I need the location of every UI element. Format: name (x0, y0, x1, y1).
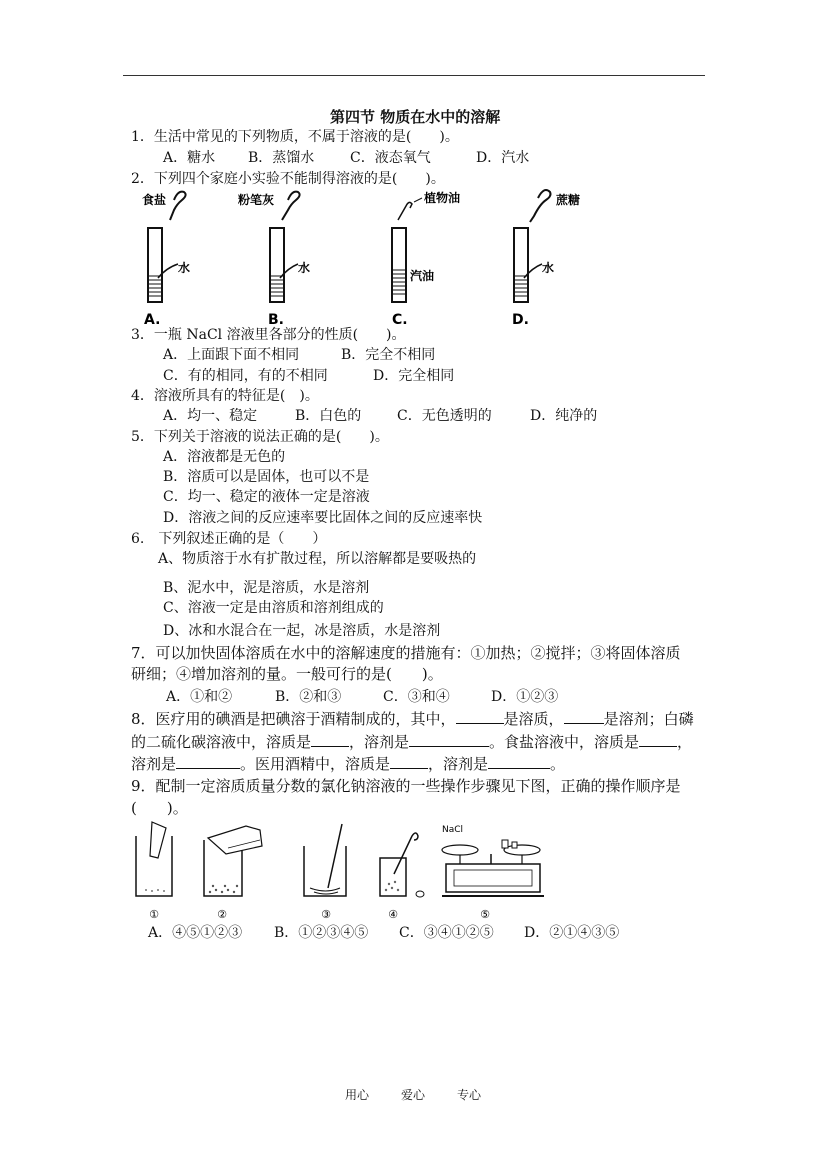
q2-figure (140, 186, 600, 328)
q8-text: ，溶剂是 (428, 755, 489, 773)
q9-step-2: ② (217, 908, 227, 921)
answer-blank[interactable] (176, 754, 240, 769)
q9-step-4: ④ (388, 908, 398, 921)
q9-step-3: ③ (321, 908, 331, 921)
answer-blank[interactable] (409, 732, 489, 747)
answer-blank[interactable] (564, 709, 604, 724)
q3-option-b: B．完全不相同 (341, 347, 436, 363)
jar-spoon-step (380, 833, 424, 921)
q2-stem: 2．下列四个家庭小实验不能制得溶液的是( )。 (131, 171, 445, 187)
q9-option-b: B．①②③④⑤ (274, 925, 369, 941)
answer-blank[interactable] (488, 754, 550, 769)
answer-blank[interactable] (639, 732, 677, 747)
q2-solute-a: 食盐 (142, 193, 167, 207)
q2-liquid-a: 水 (178, 261, 191, 275)
q5-option-b: B．溶质可以是固体，也可以不是 (163, 469, 370, 485)
q2-liquid-b: 水 (298, 261, 311, 275)
q7-option-d: D．①②③ (491, 689, 559, 705)
q8-text: 8．医疗用的碘酒是把碘溶于酒精制成的，其中， (131, 710, 456, 728)
q9-line1: 9．配制一定溶质质量分数的氯化钠溶液的一些操作步骤见下图，正确的操作顺序是 (131, 777, 681, 795)
q8-text: ， (677, 733, 693, 751)
q3-option-a: A．上面跟下面不相同 (163, 347, 300, 363)
q9-nacl-label: NaCl (442, 825, 464, 835)
page-title: 第四节 物质在水中的溶解 (330, 108, 501, 126)
q2-letter-a: A. (144, 312, 161, 328)
q1-option-b: B．蒸馏水 (248, 150, 315, 166)
q4-option-c: C．无色透明的 (397, 408, 492, 424)
q9-option-c: C．③④①②⑤ (399, 925, 494, 941)
q2-liquid-c: 汽油 (410, 269, 435, 283)
q3-stem: 3．一瓶 NaCl 溶液里各部分的性质( )。 (131, 327, 406, 343)
test-tube-b (237, 192, 310, 328)
q6-option-d: D、冰和水混合在一起，冰是溶质，水是溶剂 (163, 623, 441, 639)
test-tube-c (392, 190, 460, 328)
spoon-icon (282, 192, 300, 220)
q6-stem: 6. 下列叙述正确的是（ ） (131, 531, 327, 547)
q7-option-b: B．②和③ (275, 689, 342, 705)
q4-option-a: A．均一、稳定 (163, 408, 258, 424)
q8-text: 是溶质， (503, 710, 564, 728)
q1-option-a: A．糖水 (163, 150, 216, 166)
dropper-icon (398, 202, 412, 220)
header-rule (123, 75, 705, 76)
q8-text: 的二硫化碳溶液中，溶质是 (131, 733, 312, 751)
q7-option-c: C．③和④ (383, 689, 450, 705)
q6-option-b: B、泥水中，泥是溶质，水是溶剂 (163, 580, 370, 596)
answer-blank[interactable] (390, 754, 428, 769)
q5-option-d: D．溶液之间的反应速率要比固体之间的反应速率快 (163, 510, 483, 526)
q5-option-c: C．均一、稳定的液体一定是溶液 (163, 489, 370, 505)
q2-solute-d: 蔗糖 (556, 193, 581, 207)
footer-text-1: 用心 (345, 1088, 370, 1102)
q6-option-c: C、溶液一定是由溶质和溶剂组成的 (163, 600, 384, 616)
q8-text: 。食盐溶液中，溶质是 (489, 733, 640, 751)
footer-text-2: 爱心 (401, 1088, 426, 1102)
beaker-stir-step (304, 824, 346, 921)
q2-letter-c: C. (392, 312, 408, 328)
test-tube-a (142, 192, 190, 328)
q5-stem: 5．下列关于溶液的说法正确的是( )。 (131, 429, 389, 445)
q9-option-a: A．④⑤①②③ (148, 925, 243, 941)
q3-option-c: C．有的相同，有的不相同 (163, 368, 328, 384)
q4-option-d: D．纯净的 (530, 408, 598, 424)
q7-line1: 7．可以加快固体溶质在水中的溶解速度的措施有：①加热；②搅拌；③将固体溶质 (131, 644, 681, 662)
q4-stem: 4．溶液所具有的特征是( )。 (131, 388, 319, 404)
balance-step (442, 825, 544, 921)
q9-line2: ( )。 (131, 799, 188, 817)
beaker-pour-step (136, 822, 172, 921)
q6-option-a: A、物质溶于水有扩散过程，所以溶解都是要吸热的 (158, 551, 477, 567)
q7-line2: 研细；④增加溶剂的量。一般可行的是( )。 (131, 665, 443, 683)
footer-text-3: 专心 (457, 1088, 482, 1102)
q8-text: 。医用酒精中，溶质是 (240, 755, 391, 773)
q2-liquid-d: 水 (542, 261, 555, 275)
beaker-liquid-step (204, 826, 262, 921)
q2-solute-b: 粉笔灰 (238, 193, 275, 207)
spoon-icon (170, 192, 186, 220)
q1-stem: 1．生活中常见的下列物质，不属于溶液的是( )。 (131, 129, 459, 145)
q7-option-a: A．①和② (166, 689, 233, 705)
q4-option-b: B．白色的 (295, 408, 362, 424)
q8-text: 溶剂是 (131, 755, 177, 773)
q2-letter-d: D. (512, 312, 529, 328)
q9-step-5: ⑤ (480, 908, 490, 921)
q8-line1 (131, 709, 694, 728)
q8-text: 是溶剂；白磷 (603, 710, 694, 728)
q1-option-c: C．液态氧气 (350, 150, 431, 166)
q8-line2 (131, 732, 692, 751)
answer-blank[interactable] (456, 709, 504, 724)
q8-text: 。 (550, 755, 566, 773)
q2-letter-b: B. (268, 312, 284, 328)
q9-figure (130, 818, 550, 922)
spoon-icon (530, 190, 551, 222)
q9-step-1: ① (149, 908, 159, 921)
q2-solute-c: 植物油 (424, 191, 461, 205)
q9-option-d: D．②①④③⑤ (524, 925, 620, 941)
q1-option-d: D．汽水 (476, 150, 530, 166)
test-tube-d (512, 190, 580, 328)
q8-text: ，溶剂是 (349, 733, 410, 751)
answer-blank[interactable] (311, 732, 349, 747)
q3-option-d: D．完全相同 (373, 368, 455, 384)
q5-option-a: A．溶液都是无色的 (163, 449, 286, 465)
q8-line3 (131, 754, 565, 773)
